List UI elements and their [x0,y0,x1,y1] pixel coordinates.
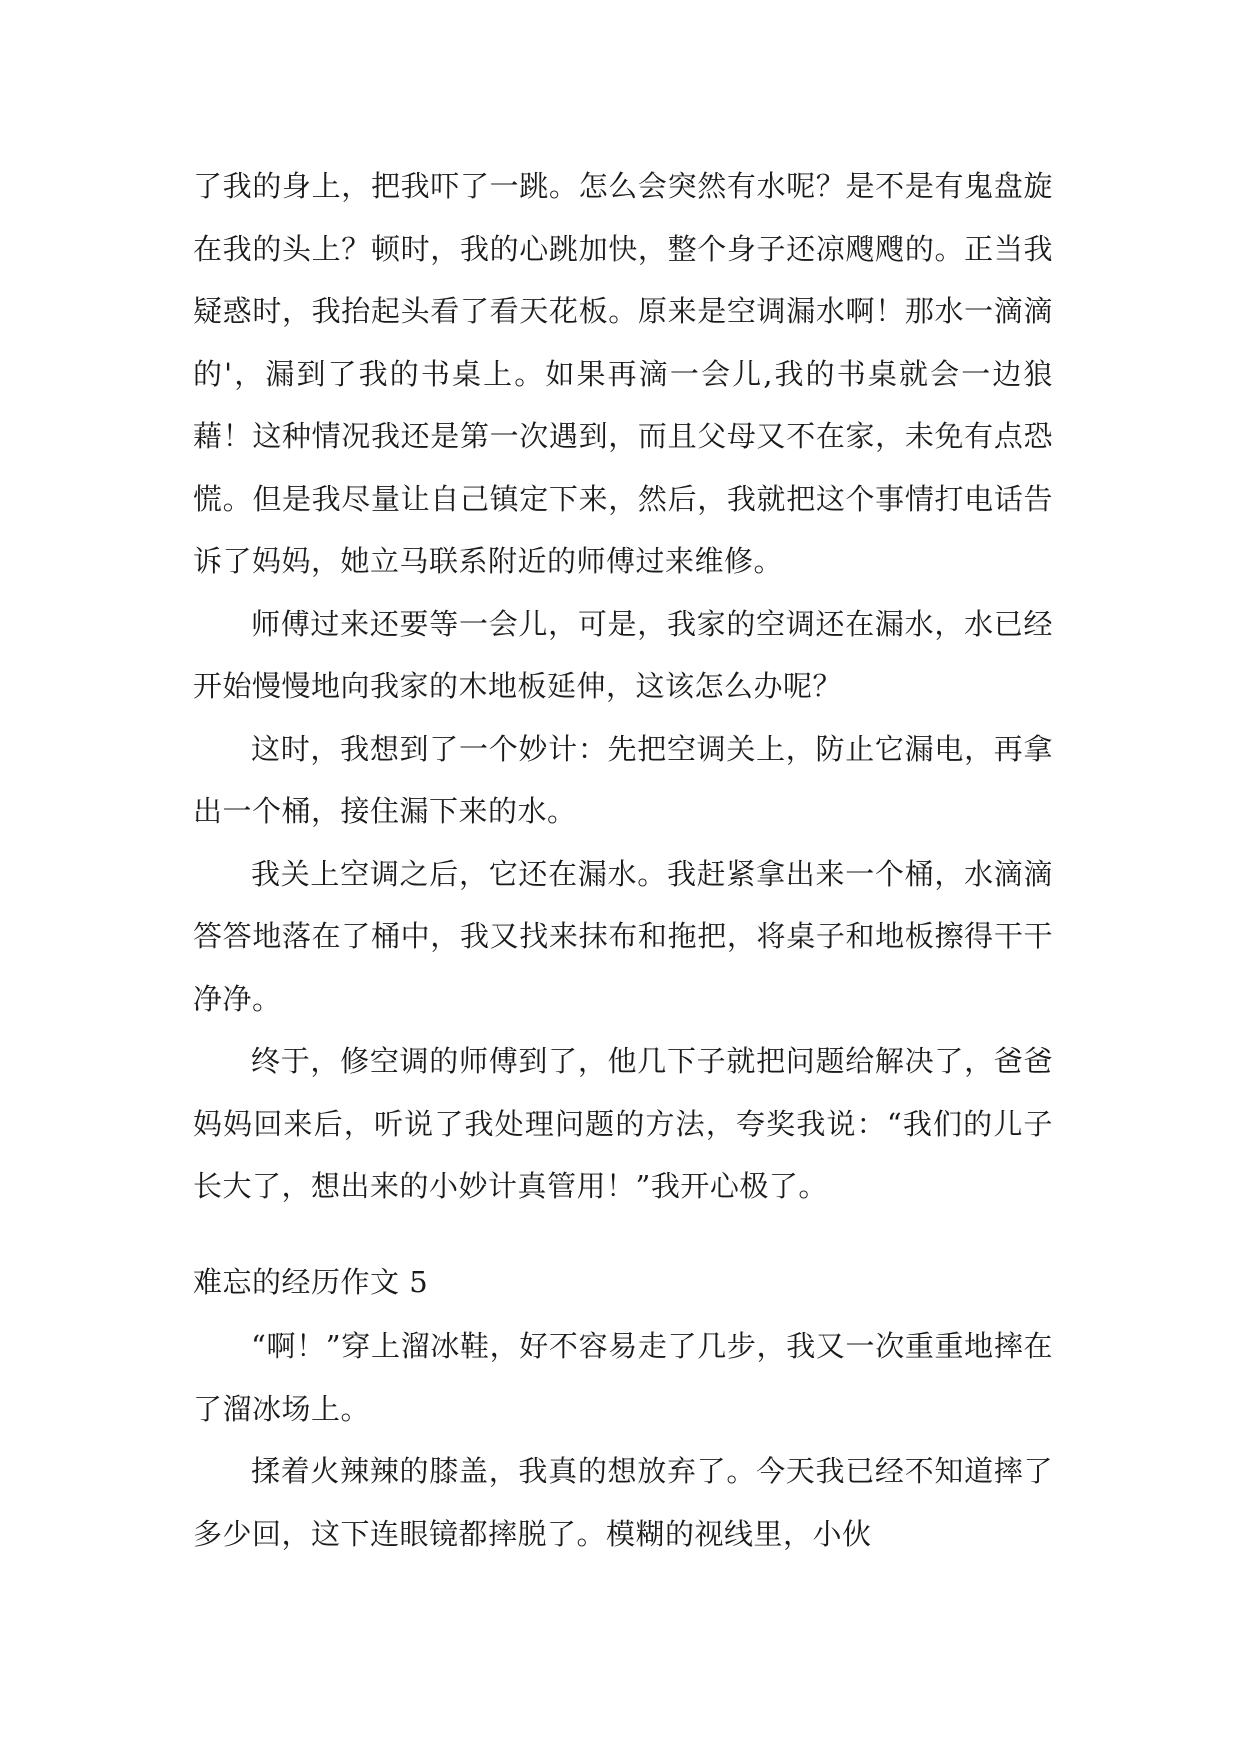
paragraph-1: 了我的身上，把我吓了一跳。怎么会突然有水呢？是不是有鬼盘旋在我的头上？顿时，我的心跳加快，整个身子还凉飕飕的。正当我疑惑时，我抬起头看了看天花板。原来是空调漏水啊！那水一滴滴的'，漏到了我的书桌上。如果再滴一会儿,我的书桌就会一边狼藉！这种情况我还是第一次遇到，而且父母又不在家，未免有点恐慌。但是我尽量让自己镇定下来，然后，我就把这个事情打电话告诉了妈妈，她立马联系附近的师傅过来维修。 [193,169,1053,578]
essay-body-continued [193,155,1053,1218]
paragraph-6: “啊！”穿上溜冰鞋，好不容易走了几步，我又一次重重地摔在了溜冰场上。 [193,1329,1053,1426]
paragraph-2: 师傅过来还要等一会儿，可是，我家的空调还在漏水，水已经开始慢慢地向我家的木地板延伸，这该怎么办呢？ [193,606,1053,703]
essay-5-body [193,1315,1053,1565]
paragraph-5: 终于，修空调的师傅到了，他几下子就把问题给解决了，爸爸妈妈回来后，听说了我处理问题的方法，夸奖我说：“我们的儿子长大了，想出来的小妙计真管用！”我开心极了。 [193,1044,1053,1203]
paragraph-4: 我关上空调之后，它还在漏水。我赶紧拿出来一个桶，水滴滴答答地落在了桶中，我又找来抹布和拖把，将桌子和地板擦得干干净净。 [193,856,1053,1016]
paragraph-7: 揉着火辣辣的膝盖，我真的想放弃了。今天我已经不知道摔了多少回，这下连眼镜都摔脱了。模糊的视线里，小伙 [193,1454,1053,1551]
paragraph-3: 这时，我想到了一个妙计：先把空调关上，防止它漏电，再拿出一个桶，接住漏下来的水。 [193,731,1053,828]
essay-title: 难忘的经历作文 5 [193,1265,429,1299]
